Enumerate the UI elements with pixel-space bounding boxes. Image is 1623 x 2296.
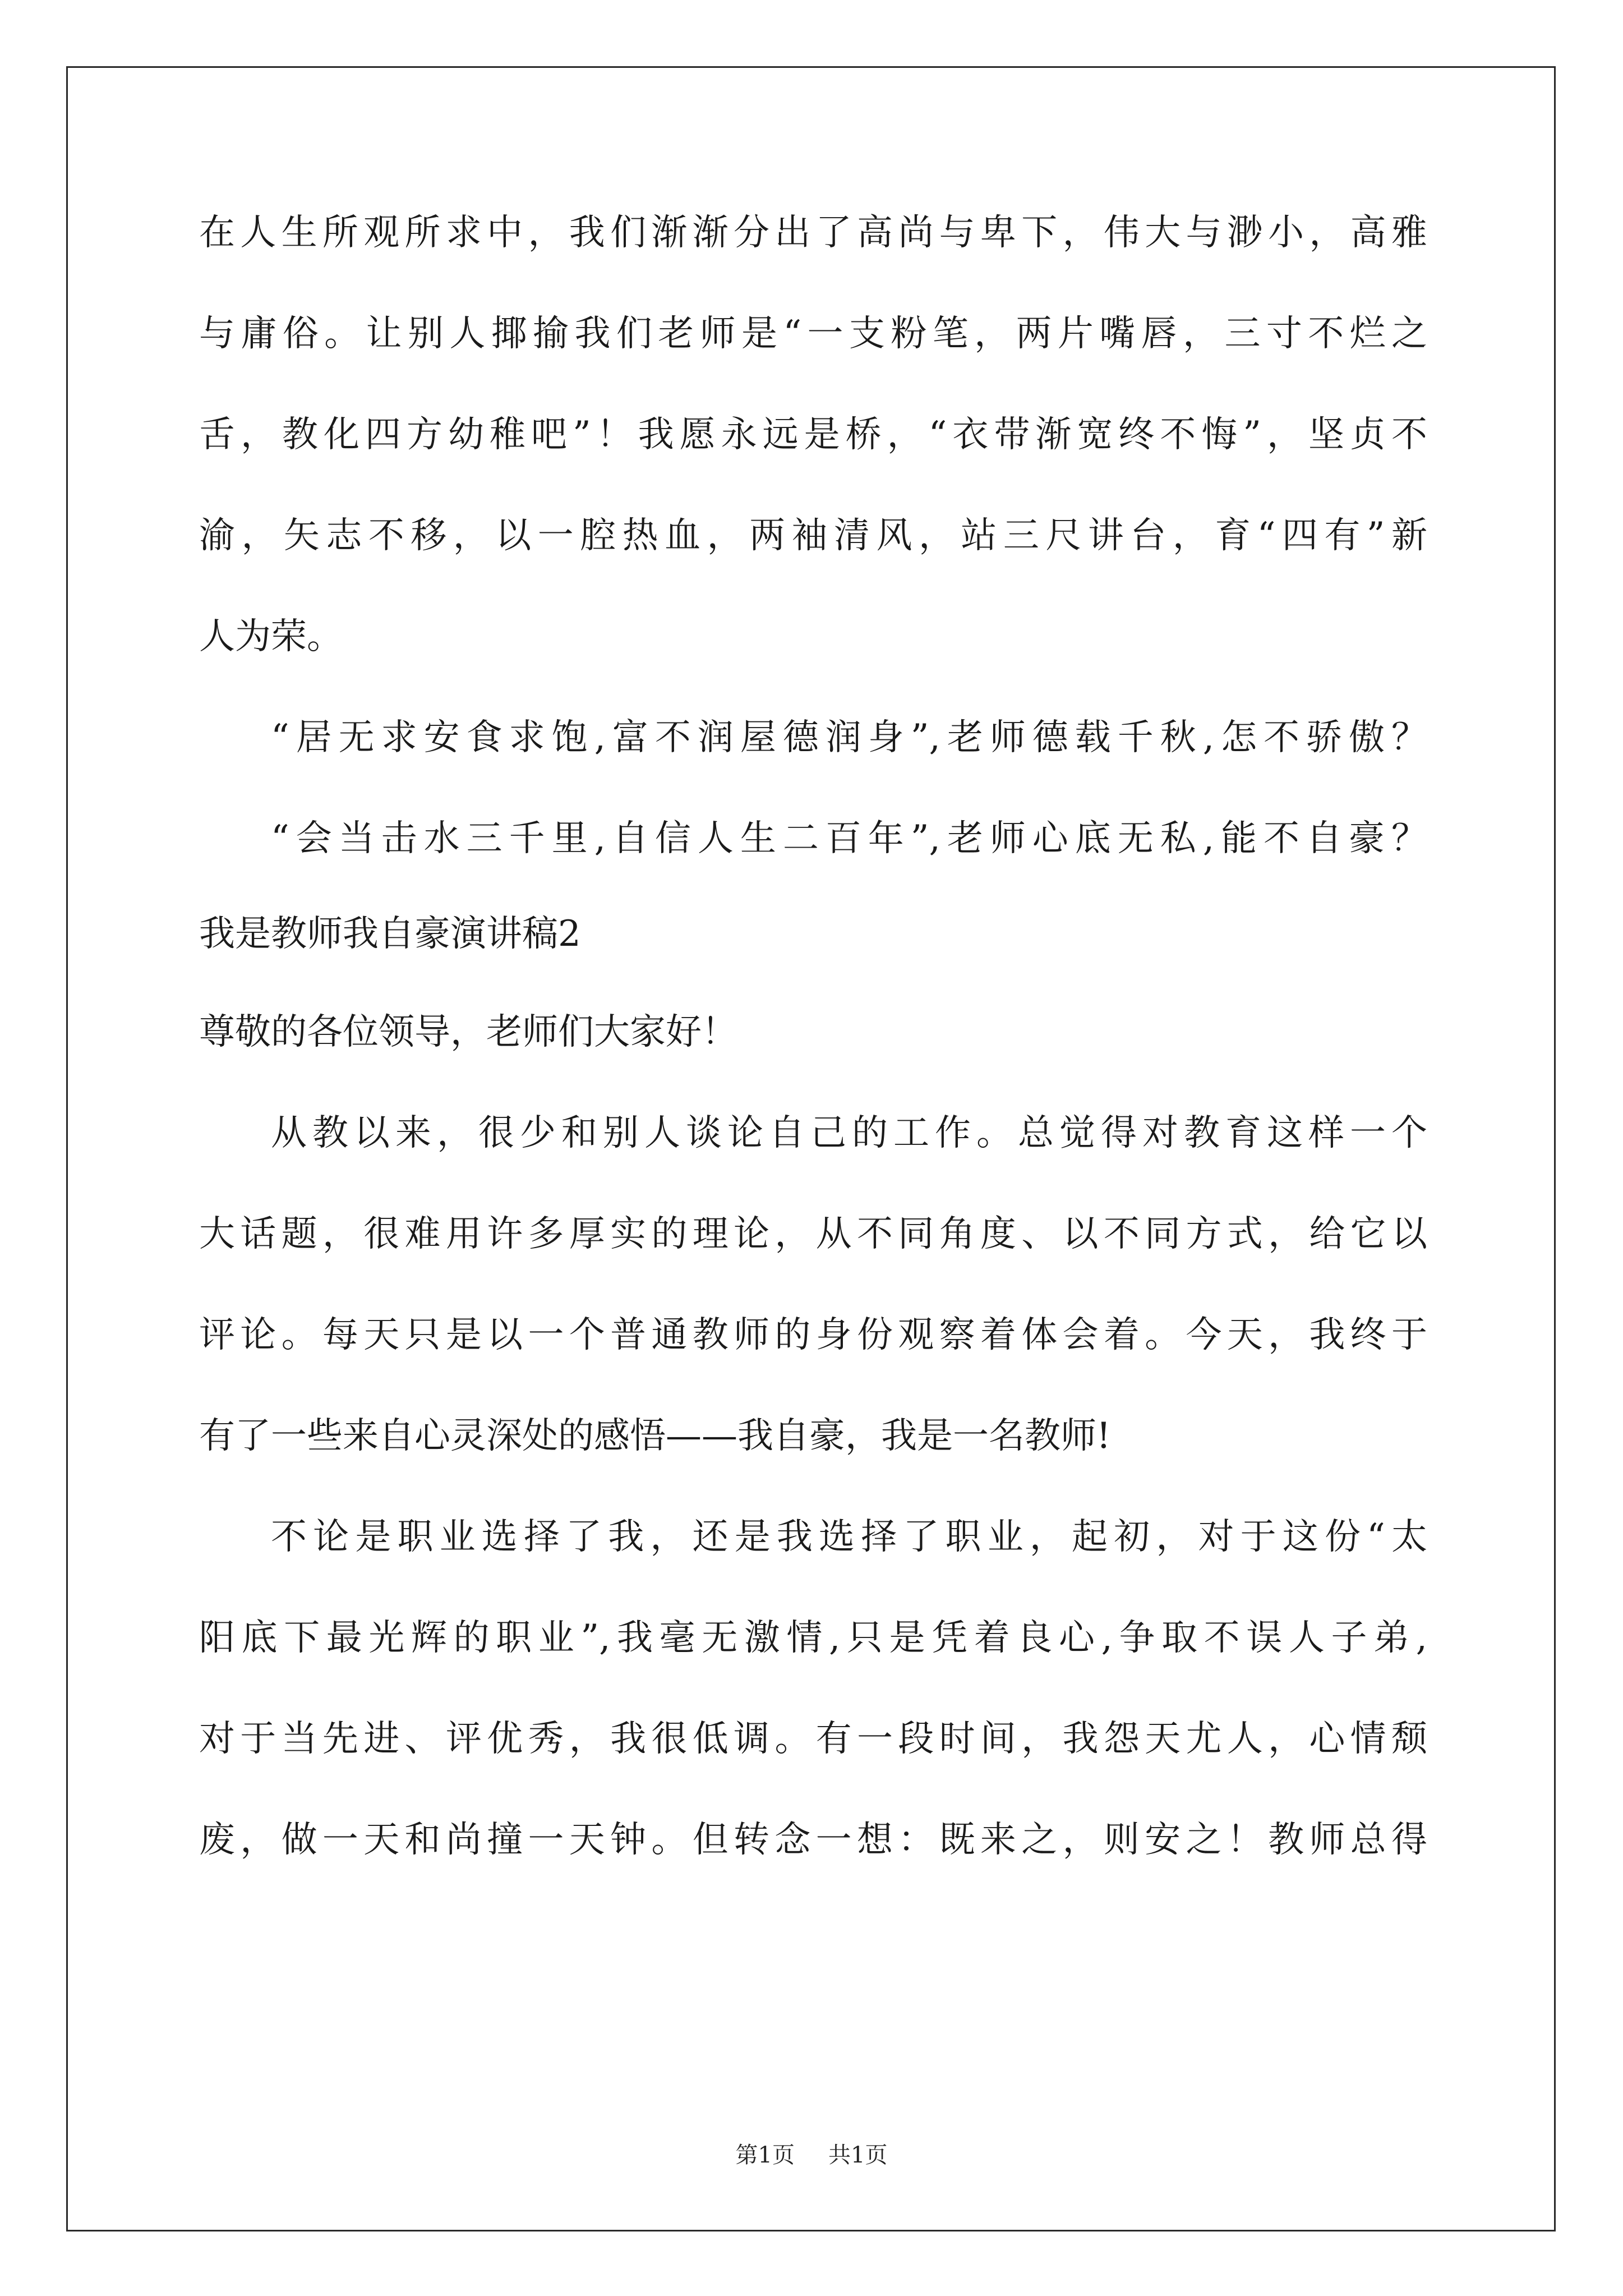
page-number-current: 第1页 [735, 2142, 795, 2168]
text-line: “会当击水三千里,自信人生二百年”,老师心底无私,能不自豪？ [271, 818, 1427, 859]
text-line: 从教以来，很少和别人谈论自己的工作。总觉得对教育这样一个 [271, 1112, 1427, 1154]
page-footer [0, 2139, 1623, 2171]
text-line: 人为荣。 [199, 616, 343, 657]
text-line: 有了一些来自心灵深处的感悟——我自豪，我是一名教师! [199, 1415, 1111, 1457]
text-line: 渝，矢志不移，以一腔热血，两袖清风，站三尺讲台，育“四有”新 [199, 515, 1427, 556]
text-line: 舌，教化四方幼稚吧”！我愿永远是桥，“衣带渐宽终不悔”，坚贞不 [199, 414, 1427, 455]
text-line: 阳底下最光辉的职业”,我毫无激情,只是凭着良心,争取不误人子弟, [199, 1617, 1427, 1659]
text-line: 大话题，很难用许多厚实的理论，从不同角度、以不同方式，给它以 [199, 1213, 1427, 1255]
text-line: 与庸俗。让别人揶揄我们老师是“一支粉笔，两片嘴唇，三寸不烂之 [199, 313, 1427, 355]
text-line: 对于当先进、评优秀，我很低调。有一段时间，我怨天尤人，心情颓 [199, 1718, 1427, 1760]
text-line: 在人生所观所求中，我们渐渐分出了高尚与卑下，伟大与渺小，高雅 [199, 212, 1427, 254]
text-line: “居无求安食求饱,富不润屋德润身”,老师德载千秋,怎不骄傲？ [271, 717, 1427, 758]
page-number-total: 共1页 [828, 2142, 888, 2168]
salutation: 尊敬的各位领导，老师们大家好！ [199, 1011, 737, 1053]
section-heading: 我是教师我自豪演讲稿2 [199, 913, 581, 955]
text-line: 不论是职业选择了我，还是我选择了职业，起初，对于这份“太 [271, 1516, 1427, 1558]
text-line: 评论。每天只是以一个普通教师的身份观察着体会着。今天，我终于 [199, 1314, 1427, 1356]
text-line: 废，做一天和尚撞一天钟。但转念一想：既来之，则安之！教师总得 [199, 1819, 1427, 1861]
